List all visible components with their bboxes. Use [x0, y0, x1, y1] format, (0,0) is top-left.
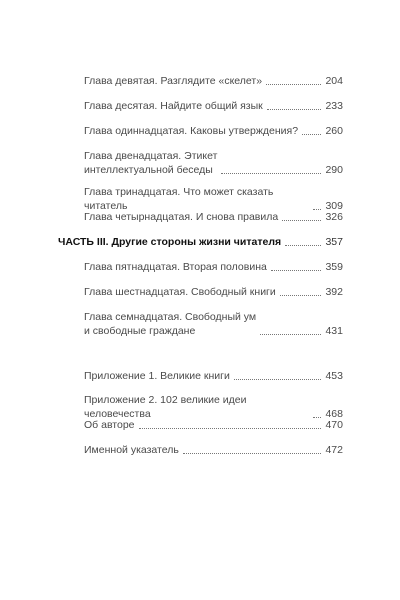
toc-entry-chapter-12	[84, 149, 343, 177]
toc-entry-title: Именной указатель	[84, 444, 179, 456]
dot-leader	[260, 334, 321, 335]
toc-entry-title: Глава пятнадцатая. Вторая половина	[84, 261, 267, 273]
toc-entry-chapter-9	[84, 74, 343, 88]
dot-leader	[267, 109, 321, 110]
toc-entry-chapter-11	[84, 124, 343, 138]
toc-entry-chapter-14	[84, 210, 343, 224]
toc-part-title: ЧАСТЬ III. Другие стороны жизни читателя	[58, 236, 282, 248]
dot-leader	[234, 379, 321, 380]
toc-entry-appendix-1	[84, 369, 343, 383]
toc-entry-part-3	[58, 235, 343, 249]
dot-leader	[302, 134, 321, 135]
toc-entry-page: 453	[325, 370, 343, 382]
dot-leader	[183, 453, 321, 454]
toc-entry-page: 326	[325, 211, 343, 223]
toc-entry-title: Приложение 2. 102 великие идеи человечества	[84, 394, 247, 420]
toc-entry-title: Глава четырнадцатая. И снова правила	[84, 211, 279, 223]
toc-entry-page: 260	[325, 125, 343, 137]
toc-entry-title: Об авторе	[84, 419, 135, 431]
toc-entry-page: 472	[325, 444, 343, 456]
toc-entry-page: 431	[325, 325, 343, 337]
toc-entry-page: 357	[325, 236, 343, 248]
toc-entry-title: Глава тринадцатая. Что может сказать читатель	[84, 186, 274, 212]
toc-entry-page: 290	[325, 164, 343, 176]
dot-leader	[280, 295, 321, 296]
toc-entry-page: 309	[325, 200, 343, 212]
dot-leader	[285, 245, 321, 246]
toc-entry-page: 470	[325, 419, 343, 431]
toc-entry-chapter-16	[84, 285, 343, 299]
toc-entry-title: Глава девятая. Разглядите «скелет»	[84, 75, 263, 87]
toc-entry-name-index	[84, 443, 343, 457]
toc-entry-title: Глава двенадцатая. Этикет интеллектуальной беседы	[84, 150, 218, 176]
toc-entry-chapter-10	[84, 99, 343, 113]
dot-leader	[221, 173, 321, 174]
toc-entry-appendix-2	[84, 393, 343, 421]
toc-entry-page: 392	[325, 286, 343, 298]
toc-entry-title: Глава шестнадцатая. Свободный книги	[84, 286, 276, 298]
toc-entry-title: Глава десятая. Найдите общий язык	[84, 100, 263, 112]
toc-entry-chapter-15	[84, 260, 343, 274]
dot-leader	[271, 270, 321, 271]
toc-entry-title: Глава семнадцатая. Свободный ум и свободные граждане	[84, 311, 257, 337]
toc-entry-page: 204	[325, 75, 343, 87]
dot-leader	[282, 220, 321, 221]
toc-entry-title: Приложение 1. Великие книги	[84, 370, 230, 382]
toc-entry-chapter-13	[84, 185, 343, 213]
toc-entry-page: 468	[325, 408, 343, 420]
toc-entry-about-author	[84, 418, 343, 432]
dot-leader	[139, 428, 322, 429]
toc-entry-title: Глава одиннадцатая. Каковы утверждения?	[84, 125, 299, 137]
dot-leader	[266, 84, 321, 85]
toc-entry-page: 233	[325, 100, 343, 112]
toc-entry-page: 359	[325, 261, 343, 273]
toc-entry-chapter-17	[84, 310, 343, 338]
